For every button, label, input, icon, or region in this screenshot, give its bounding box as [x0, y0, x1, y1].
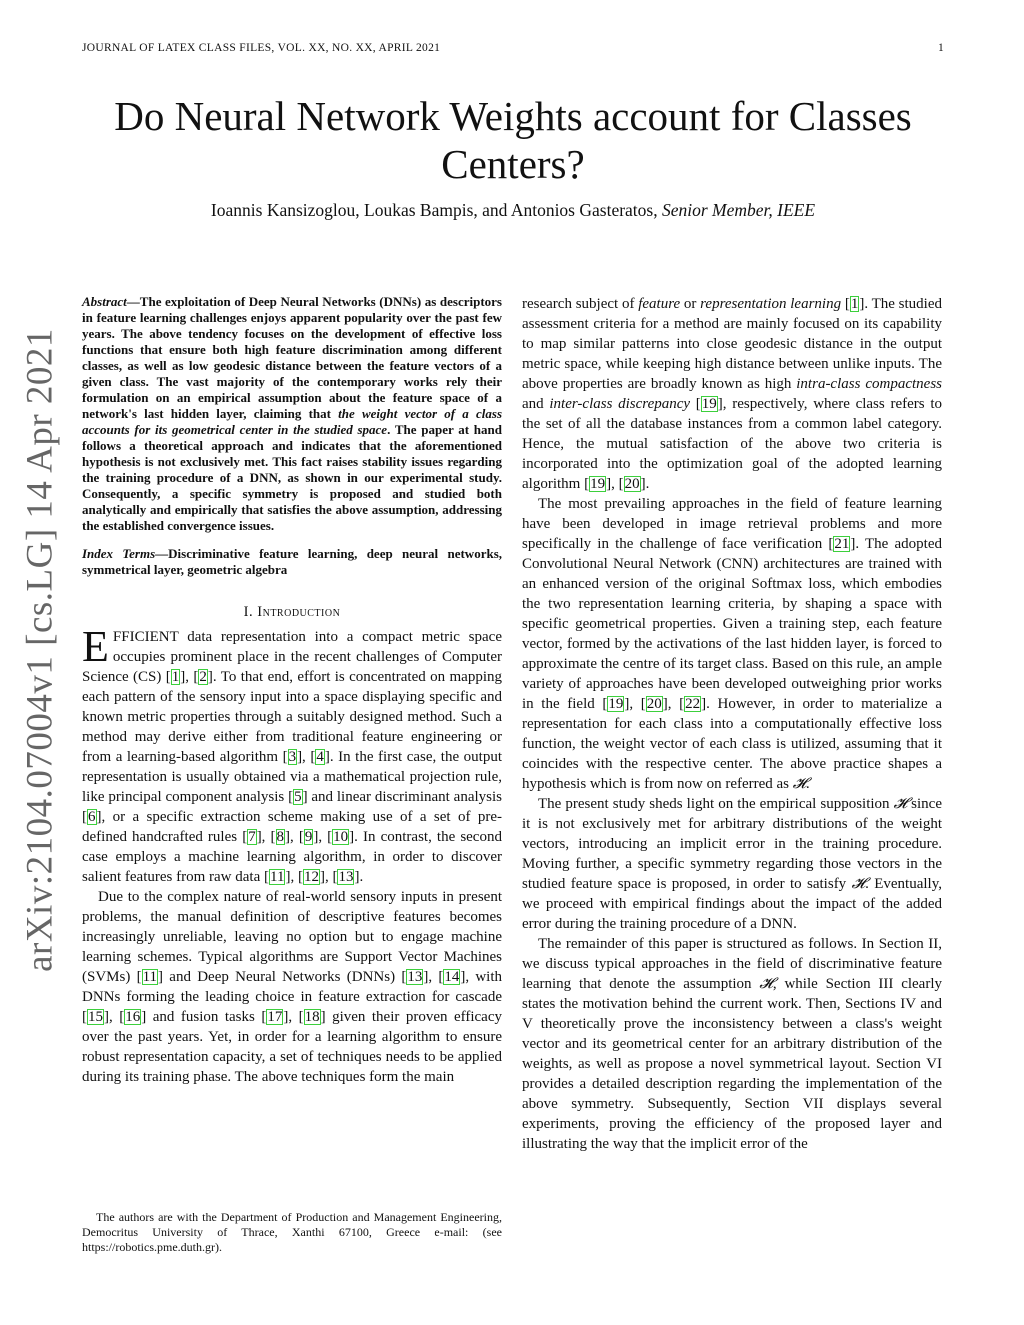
- index-terms: [82, 546, 502, 578]
- citation-link[interactable]: 5: [294, 789, 302, 805]
- citation-link[interactable]: 20: [646, 696, 662, 712]
- running-header: [82, 42, 944, 54]
- citation-link[interactable]: 19: [590, 476, 606, 492]
- citation-link[interactable]: 14: [444, 969, 460, 985]
- author-line: [82, 200, 944, 221]
- section-number: I.: [243, 604, 258, 620]
- citation-link[interactable]: 8: [276, 829, 285, 845]
- citation-link[interactable]: 4: [316, 749, 324, 765]
- author-names: Ioannis Kansizoglou, Loukas Bampis, and Antonios Gasteratos,: [210, 200, 658, 220]
- citation-link[interactable]: 1: [171, 669, 180, 685]
- abstract: [82, 294, 502, 534]
- page-number: 1: [937, 42, 944, 54]
- abstract-label: Abstract: [82, 294, 127, 309]
- right-paragraph-1: research subject of feature or representation learning [1]. The studied assessment criteria for a method are mainly focused on its capability to map similar patterns into close geodesic distance in the output metric space, while keeping high distance between unlike inputs. The above properties are broadly known as high intra-class compactness and inter-class discrepancy [19], respectively, where class refers to the set of all the database instances from a common label category. Hence, the mutual satisfaction of the above two criteria is incorporated into the optimization goal of the adopted learning algorithm [19], [20].: [522, 296, 942, 492]
- citation-link[interactable]: 22: [685, 696, 701, 712]
- footnote: [82, 1210, 502, 1255]
- citation-link[interactable]: 13: [338, 869, 354, 885]
- citation-link[interactable]: 2: [199, 669, 207, 685]
- abstract-text-end: . The paper at hand follows a theoretical approach and indicates that the aforementioned hypothesis is not exclusively met. This fact raises stability issues regarding the training procedure of a DNN, as shown in our experimental study. Consequently, a specific symmetry is proposed and studied both analytically and empirically that satisfies the above assumption, addressing the established convergence issues.: [82, 422, 502, 533]
- citation-link[interactable]: 9: [304, 829, 313, 845]
- section-heading-introduction: [82, 604, 502, 621]
- citation-link[interactable]: 16: [125, 1009, 141, 1025]
- citation-link[interactable]: 6: [88, 809, 96, 825]
- drop-cap: E: [82, 622, 109, 671]
- citation-link[interactable]: 11: [142, 969, 158, 985]
- intro-paragraph-1: EFFICIENT data representation into a compact metric space occupies prominent place in the recent challenges of Computer Science (CS) [1], [2]. To that end, effort is concentrated on mapping each pattern of the sensory input into a space displaying specific and known metric properties through a suitably designed method. Such a method may derive either from traditional feature engineering or from a learning-based algorithm [3], [4]. In the first case, the output representation is usually obtained via a mathematical projection rule, like principal component analysis [5] and linear discriminant analysis [6], or a specific extraction scheme making use of a set of pre-defined handcrafted rules [7], [8], [9], [10]. In contrast, the second case employs a machine learning algorithm, in order to discover salient features from raw data [11], [12], [13].: [82, 622, 502, 885]
- section-title: Introduction: [257, 604, 341, 620]
- right-paragraph-4: The remainder of this paper is structured as follows. In Section II, we discuss typical approaches in the field of discriminative feature learning that denote the assumption 𝓗, while Section III clearly states the motivation behind the current work. Then, Sections IV and V theoretically prove the inconsistency between a class's weight vector and its geometrical center for an arbitrary distribution of the weights, as well as propose a novel symmetrical layout. Section VI provides a detailed description regarding the implementation of the above symmetry. Subsequently, Section VII displays several experiments, proving the efficiency of the proposed layer and illustrating the way that the implicit error of the: [522, 936, 943, 1152]
- citation-link[interactable]: 13: [407, 969, 423, 985]
- citation-link[interactable]: 18: [304, 1009, 320, 1025]
- right-paragraph-2: The most prevailing approaches in the field of feature learning have been developed in image retrieval problems and more specifically in the challenge of face verification [21]. The adopted Convolutional Neural Network (CNN) architectures are trained with an enhanced version of the original Softmax loss, which embodies the two representation learning criteria, by shaping a space with specific geometrical properties. Given a training step, each feature vector, formed by the activations of the last hidden layer, is forced to approximate the centre of its target class. Based on this rule, an ample variety of approaches have been developed outweighing prior works in the field [19], [20], [22]. However, in order to materialize a representation for each class into a computationally effective loss function, the weight vector of each class is utilized, assuming that it coincides with the respective center. The above practice shapes a hypothesis which is from now on referred as 𝓗.: [522, 496, 942, 792]
- arxiv-identifier: arXiv:2104.07004v1 [cs.LG] 14 Apr 2021: [19, 328, 61, 972]
- intro-paragraph-2: Due to the complex nature of real-world sensory inputs in present problems, the manual definition of descriptive features becomes increasingly unreliable, leaving no option but to engage machine learning schemes. Typical algorithms are Support Vector Machines (SVMs) [11] and Deep Neural Networks (DNNs) [13], [14], with DNNs forming the leading choice in feature extraction for cascade [15], [16] and fusion tasks [17], [18] given their proven efficacy over the past years. Yet, in order for a learning algorithm to ensure robust representation capacity, a set of techniques needs to be applied during its training phase. The above techniques form the main: [82, 889, 502, 1085]
- abstract-text: —The exploitation of Deep Neural Networks (DNNs) as descriptors in feature learning challenges enjoys apparent popularity over the past few years. The above tendency focuses on the development of effective loss functions that ensure both high feature discrimination among different classes, as well as low geodesic distance between the feature vectors of a given class. The vast majority of the contemporary works rely their formulation on an empirical assumption about the feature space of a network's last hidden layer, claiming that: [82, 294, 502, 421]
- citation-link[interactable]: 15: [88, 1009, 103, 1025]
- citation-link[interactable]: 12: [303, 869, 319, 885]
- right-paragraph-3: The present study sheds light on the empirical supposition 𝓗 since it is not exclusively met for arbitrary distributions of the weight vectors, introducing an implicit error in the training procedure. Moving further, a specific symmetry regarding those vectors in the studied feature space is proposed, in order to satisfy 𝓗. Eventually, we proceed with empirical findings about the impact of the added error during the training procedure of a DNN.: [522, 796, 942, 932]
- citation-link[interactable]: 1: [850, 296, 859, 312]
- left-column: [82, 294, 502, 1087]
- right-column: [522, 294, 942, 1154]
- citation-link[interactable]: 19: [608, 696, 624, 712]
- journal-header: JOURNAL OF LATEX CLASS FILES, VOL. XX, NO. XX, APRIL 2021: [82, 42, 441, 54]
- citation-link[interactable]: 21: [834, 536, 850, 552]
- citation-link[interactable]: 7: [248, 829, 256, 845]
- index-terms-label: Index Terms: [82, 546, 156, 561]
- footnote-text: The authors are with the Department of Production and Management Engineering, Democritus University of Thrace, Xanthi 67100, Greece e-mail: (see https://robotics.pme.duth.gr).: [82, 1210, 502, 1254]
- paper-title: Do Neural Network Weights account for Classes Centers?: [114, 93, 912, 187]
- citation-link[interactable]: 19: [701, 396, 717, 412]
- abstract-emphasis: the weight vector of a class accounts for its geometrical center in the studied space: [82, 406, 502, 437]
- author-affiliation: Senior Member, IEEE: [661, 200, 816, 220]
- index-terms-text: —Discriminative feature learning, deep neural networks, symmetrical layer, geometric algebra: [82, 546, 503, 577]
- citation-link[interactable]: 10: [333, 829, 349, 845]
- citation-link[interactable]: 17: [267, 1009, 283, 1025]
- citation-link[interactable]: 11: [270, 869, 285, 885]
- citation-link[interactable]: 20: [624, 476, 640, 492]
- arxiv-sidebar: [12, 328, 68, 972]
- citation-link[interactable]: 3: [288, 749, 297, 765]
